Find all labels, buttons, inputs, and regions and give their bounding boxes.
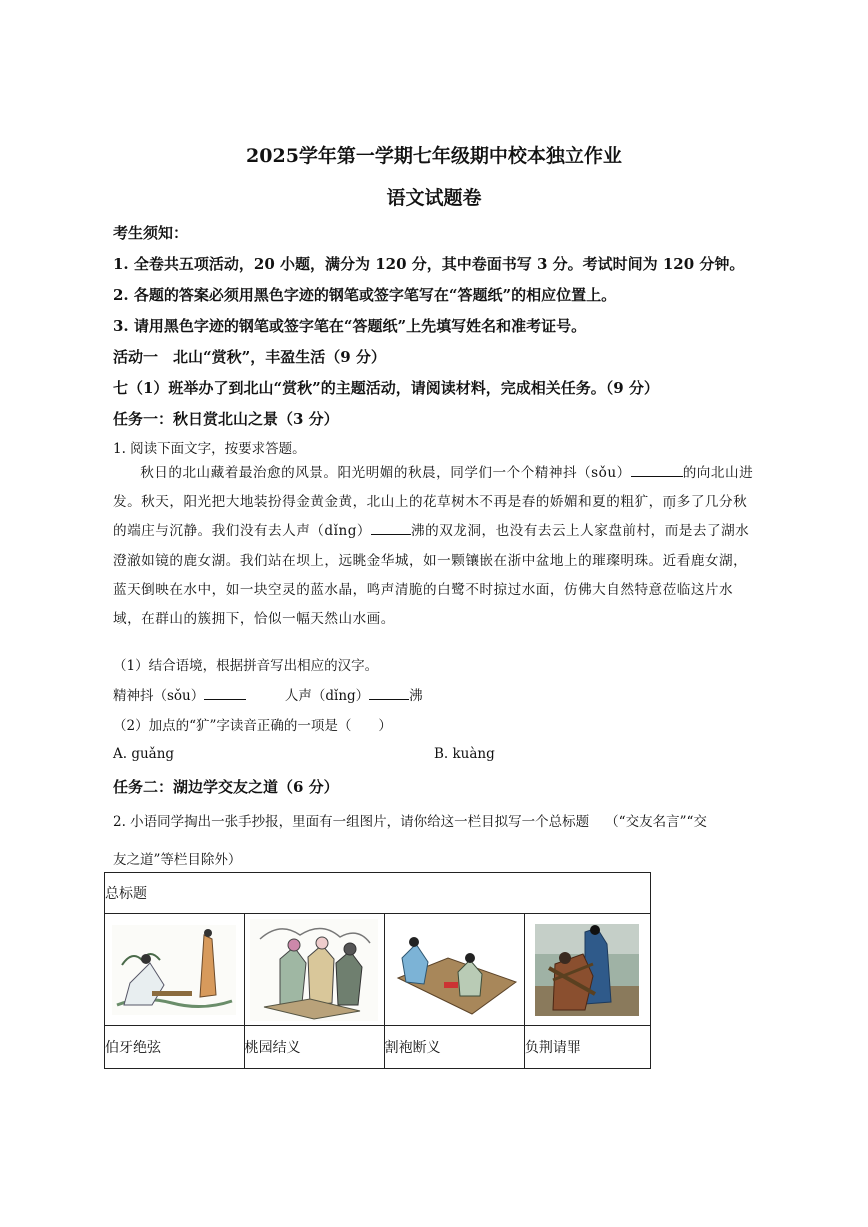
fill-b-blank xyxy=(369,685,409,700)
option-a: A. guǎng xyxy=(113,746,175,762)
picture-table xyxy=(104,872,651,1069)
question-2-line-2: 友之道”等栏目除外） xyxy=(113,852,242,868)
task2-title: 任务二：湖边学交友之道（6 分） xyxy=(113,778,339,796)
illustration-boya xyxy=(105,914,245,1026)
question-1-prompt: 1. 阅读下面文字，按要求答题。 xyxy=(113,441,306,457)
notice-heading: 考生须知： xyxy=(113,224,189,242)
task1-title: 任务一：秋日赏北山之景（3 分） xyxy=(113,410,339,428)
passage-part-1: 秋日的北山藏着最治愈的风景。阳光明媚的秋晨，同学们一个个精神抖（sǒu） xyxy=(140,465,631,481)
blank-ding xyxy=(371,520,411,535)
sub-question-1: （1）结合语境，根据拼音写出相应的汉字。 xyxy=(113,658,379,674)
fill-a-blank xyxy=(204,685,246,700)
question-2-line-1 xyxy=(113,810,707,830)
reading-passage xyxy=(113,459,758,634)
option-b: B. kuàng xyxy=(434,746,495,762)
exam-subtitle: 语文试题卷 xyxy=(386,187,482,209)
notice-item-1: 1. 全卷共五项活动，20 小题，满分为 120 分，其中卷面书写 3 分。考试时间为 120 分钟。 xyxy=(113,255,745,273)
illustration-fujing xyxy=(524,914,650,1026)
question-2-tail: （“交友名言”“交 xyxy=(605,814,707,830)
passage-part-4: 沸的双龙洞，也没有去云上人家盘前村，而是去了湖水澄澈如镜的鹿女湖。我们站在坝上，远眺金华城，如一颗镶嵌在浙中盆地上的璀璨明珠。近看鹿女湖，蓝天倒映在水中，如一块空灵的蓝水晶，鸣声清脆的白鹭不时掠过水面，仿佛大自然特意莅临这片水域，在群山的簇拥下，恰似一幅天然山水画。 xyxy=(113,523,750,628)
sub-question-2: （2）加点的“犷”字读音正确的一项是（ ） xyxy=(113,718,392,734)
caption-gepao: 割袍断义 xyxy=(384,1026,524,1069)
question-2-text: 2. 小语同学掏出一张手抄报，里面有一组图片，请你给这一栏目拟写一个总标题 xyxy=(113,814,590,830)
illustration-taoyuan xyxy=(244,914,384,1026)
exam-title: 2025学年第一学期七年级期中校本独立作业 xyxy=(246,145,622,167)
blank-sou xyxy=(631,462,683,477)
dotted-char: 犷 . xyxy=(634,494,648,510)
illustration-gepao xyxy=(384,914,524,1026)
fill-row xyxy=(113,684,423,704)
passage-part-2: 的向北山进发。秋天，阳光把大地装扮得金黄金黄，北山上的花草树木不再是春的娇媚和夏的粗 xyxy=(113,465,754,511)
fill-a-label: 精神抖（sǒu） xyxy=(113,688,205,704)
notice-item-3: 3. 请用黑色字迹的钢笔或签字笔在“答题纸”上先填写姓名和准考证号。 xyxy=(113,317,587,335)
activity1-intro: 七（1）班举办了到北山“赏秋”的主题活动，请阅读材料，完成相关任务。（9 分） xyxy=(113,379,659,397)
fill-b-tail: 沸 xyxy=(409,688,423,704)
activity1-title: 活动一 北山“赏秋”，丰盈生活（9 分） xyxy=(113,348,386,366)
notice-item-2: 2. 各题的答案必须用黑色字迹的钢笔或签字笔写在“答题纸”的相应位置上。 xyxy=(113,286,617,304)
caption-fujing: 负荆请罪 xyxy=(524,1026,650,1069)
table-header: 总标题 xyxy=(105,873,651,914)
fill-b-label: 人声（dǐng） xyxy=(284,688,370,704)
caption-boya: 伯牙绝弦 xyxy=(105,1026,245,1069)
caption-taoyuan: 桃园结义 xyxy=(244,1026,384,1069)
passage-part-3: ，而多了几分秋的端庄与沉静。我们没有去人声（dǐng） xyxy=(113,494,748,540)
